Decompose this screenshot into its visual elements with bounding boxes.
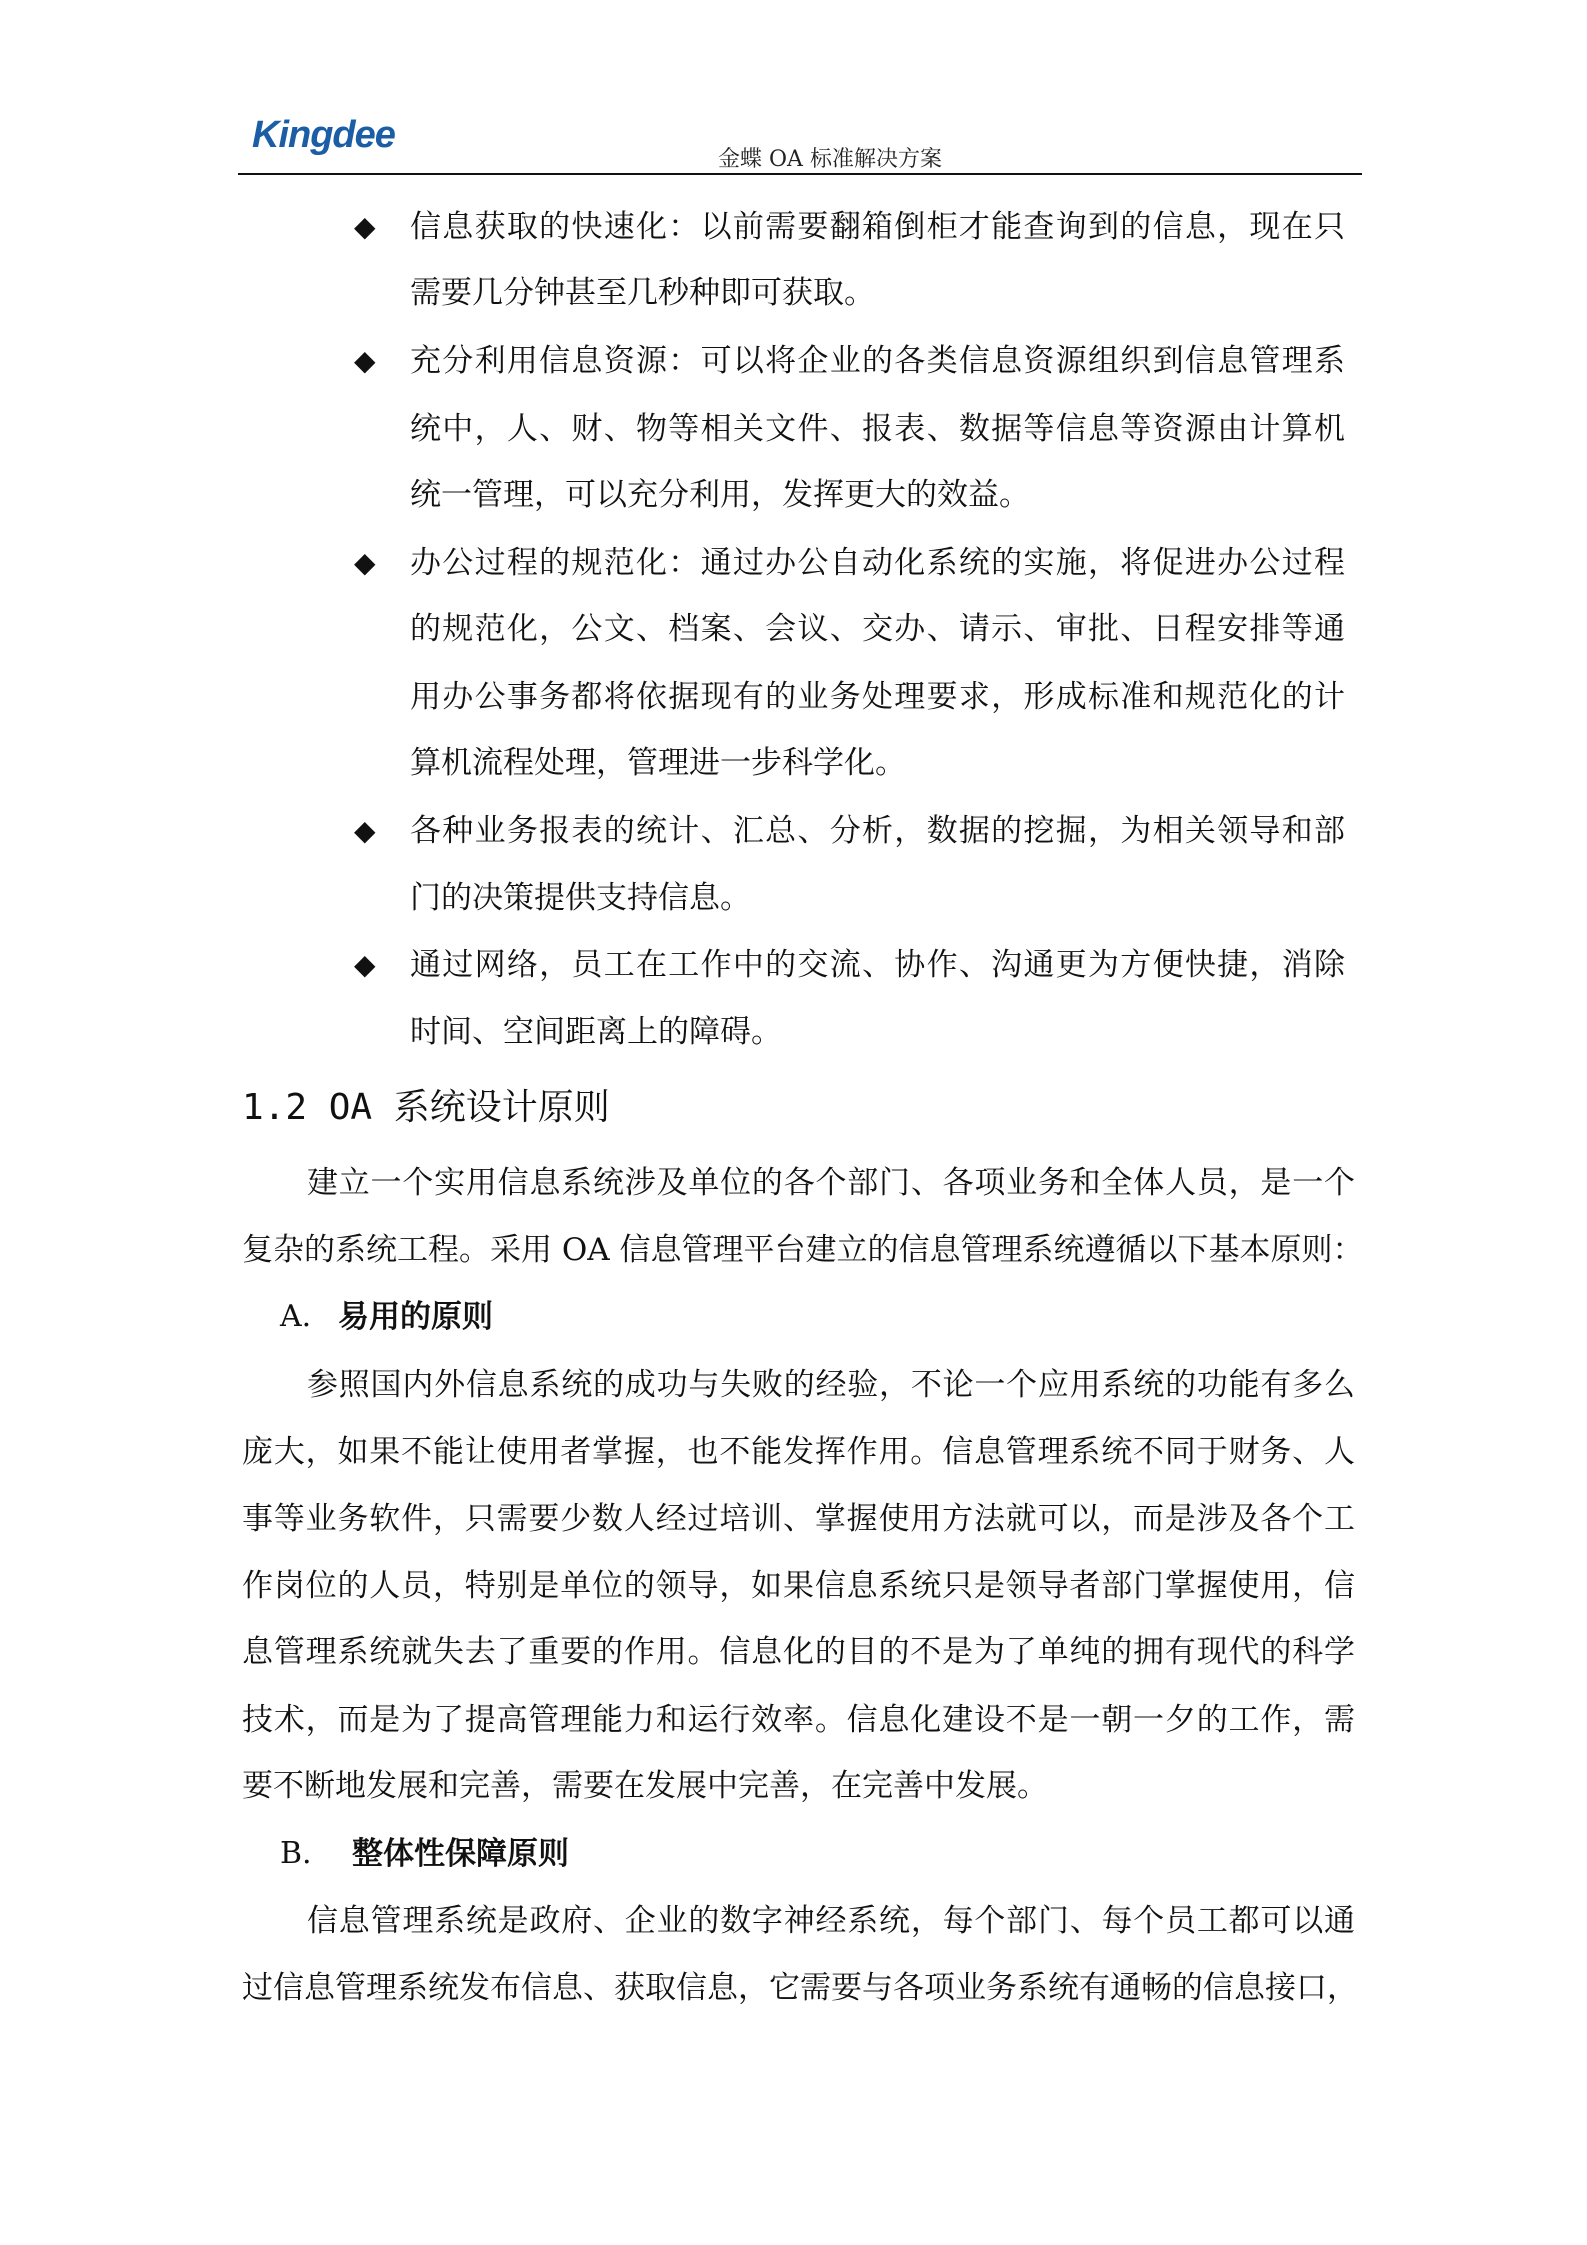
paragraph-line: 事等业务软件，只需要少数人经过培训、掌握使用方法就可以，而是涉及各个工: [242, 1501, 1355, 1537]
diamond-bullet-icon: ◆: [354, 344, 376, 377]
principle-label: A.: [280, 1299, 312, 1334]
kingdee-logo: Kingdee: [252, 114, 395, 156]
bullet-line: 时间、空间距离上的障碍。: [410, 1014, 782, 1050]
paragraph-line: 要不断地发展和完善，需要在发展中完善，在完善中发展。: [242, 1768, 1048, 1804]
bullet-line: 需要几分钟甚至几秒种即可获取。: [410, 275, 875, 311]
diamond-bullet-icon: ◆: [354, 814, 376, 847]
bullet-line: 办公过程的规范化：通过办公自动化系统的实施，将促进办公过程: [410, 545, 1345, 581]
section-number: 1.2 OA: [242, 1087, 373, 1128]
bullet-line: 通过网络，员工在工作中的交流、协作、沟通更为方便快捷，消除: [410, 947, 1345, 983]
paragraph-line: 信息管理系统是政府、企业的数字神经系统，每个部门、每个员工都可以通: [307, 1903, 1355, 1939]
section-heading: [242, 1085, 610, 1131]
bullet-line: 算机流程处理，管理进一步科学化。: [410, 745, 906, 781]
bullet-line: 统中，人、财、物等相关文件、报表、数据等信息等资源由计算机: [410, 411, 1345, 447]
bullet-line: 信息获取的快速化：以前需要翻箱倒柜才能查询到的信息，现在只: [410, 209, 1345, 245]
bullet-line: 各种业务报表的统计、汇总、分析，数据的挖掘，为相关领导和部: [410, 813, 1345, 849]
paragraph-line: 技术，而是为了提高管理能力和运行效率。信息化建设不是一朝一夕的工作，需: [242, 1702, 1355, 1738]
bullet-line: 门的决策提供支持信息。: [410, 880, 751, 916]
bullet-line: 统一管理，可以充分利用，发挥更大的效益。: [410, 477, 1030, 513]
paragraph-line: 作岗位的人员，特别是单位的领导，如果信息系统只是领导者部门掌握使用，信: [242, 1568, 1355, 1604]
bullet-line: 充分利用信息资源：可以将企业的各类信息资源组织到信息管理系: [410, 343, 1345, 379]
principle-title: 整体性保障原则: [352, 1836, 569, 1872]
paragraph-line: 庞大，如果不能让使用者掌握，也不能发挥作用。信息管理系统不同于财务、人: [242, 1434, 1355, 1470]
diamond-bullet-icon: ◆: [354, 546, 376, 579]
paragraph-line: 息管理系统就失去了重要的作用。信息化的目的不是为了单纯的拥有现代的科学: [242, 1634, 1355, 1670]
diamond-bullet-icon: ◆: [354, 210, 376, 243]
bullet-line: 的规范化，公文、档案、会议、交办、请示、审批、日程安排等通: [410, 611, 1345, 647]
principle-title: 易用的原则: [338, 1299, 493, 1335]
header-title: 金蝶 OA 标准解决方案: [718, 147, 942, 172]
header-divider: [238, 173, 1362, 175]
bullet-line: 用办公事务都将依据现有的业务处理要求，形成标准和规范化的计: [410, 679, 1345, 715]
diamond-bullet-icon: ◆: [354, 948, 376, 981]
paragraph-line: 过信息管理系统发布信息、获取信息，它需要与各项业务系统有通畅的信息接口，: [242, 1970, 1358, 2006]
paragraph-line: 建立一个实用信息系统涉及单位的各个部门、各项业务和全体人员，是一个: [307, 1165, 1355, 1201]
paragraph-line: 复杂的系统工程。采用 OA 信息管理平台建立的信息管理系统遵循以下基本原则：: [242, 1232, 1364, 1268]
principle-label: B.: [280, 1836, 312, 1871]
section-title: 系统设计原则: [393, 1087, 610, 1128]
paragraph-line: 参照国内外信息系统的成功与失败的经验，不论一个应用系统的功能有多么: [307, 1367, 1355, 1403]
